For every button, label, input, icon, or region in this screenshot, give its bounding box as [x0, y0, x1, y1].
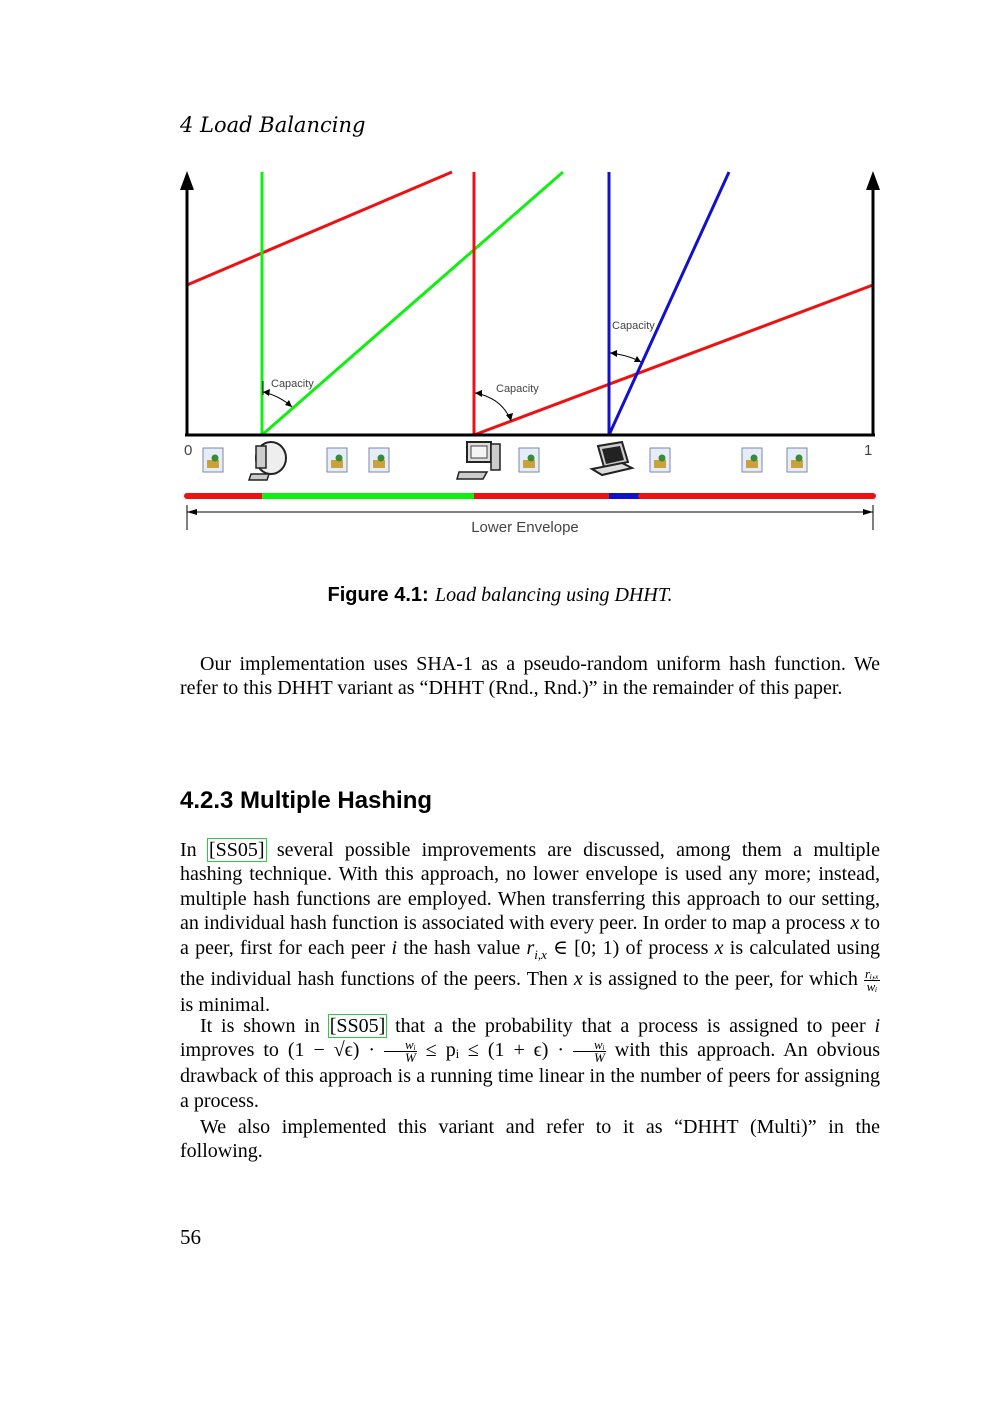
blue-diagonal — [609, 172, 729, 435]
paragraph-multi-variant: We also implemented this variant and refer to it as “DHHT (Multi)” in the following. — [180, 1116, 880, 1163]
citation-link[interactable]: [SS05] — [329, 1015, 386, 1037]
capacity-label-2: Capacity — [496, 383, 539, 395]
document-icon — [203, 448, 223, 472]
right-axis-arrow — [866, 171, 880, 190]
capacity-label-1: Capacity — [271, 378, 314, 390]
fraction-r-over-w: $\frac{\text{rᵢ,ₓ}}{\text{wᵢ}}$ — [864, 965, 879, 994]
citation-link[interactable]: [SS05] — [208, 839, 265, 861]
laptop-computer-icon — [592, 442, 632, 475]
left-axis-arrow — [180, 171, 194, 190]
desktop-computer-icon — [457, 442, 500, 479]
caption-number: Figure 4.1: — [327, 584, 429, 606]
document-icon — [742, 448, 762, 472]
caption-text: Load balancing using DHHT. — [435, 584, 673, 606]
page-number: 56 — [180, 1225, 201, 1249]
fraction-w-over-W: $\frac{\text{wᵢ}}{W}$ — [384, 1039, 417, 1064]
monitor-computer-icon — [249, 442, 286, 480]
dhht-figure — [0, 0, 1000, 560]
section-heading: 4.2.3 Multiple Hashing — [180, 787, 433, 814]
envelope-label: Lower Envelope — [471, 519, 579, 536]
figure-caption — [0, 582, 1000, 607]
green-diagonal — [262, 172, 563, 435]
red-line-1 — [187, 172, 452, 285]
document-icon — [369, 448, 389, 472]
axis-end-label: 1 — [864, 442, 873, 459]
document-icon — [650, 448, 670, 472]
axis-start-label: 0 — [184, 442, 193, 459]
document-icon — [519, 448, 539, 472]
running-head: 4 Load Balancing — [180, 113, 366, 137]
capacity-label-3: Capacity — [612, 320, 655, 332]
fraction-w-over-W: $\frac{\text{wᵢ}}{W}$ — [573, 1039, 606, 1064]
document-icon — [787, 448, 807, 472]
capacity-arc-2 — [475, 393, 511, 421]
paragraph-probability: It is shown in [SS05] that a the probability that a process is assigned to peer i improves to (1 − √ϵ) · $\frac{\text{wᵢ}}{W}$ ≤ pᵢ ≤ (1 + ϵ) · $\frac{\text{wᵢ}}{W}$ with this approach. An obvious drawback of this approach is a running time linear in the number of peers for assigning a process. — [180, 1015, 880, 1112]
red-line-2 — [474, 285, 873, 435]
document-icon — [327, 448, 347, 472]
paragraph-implementation: Our implementation uses SHA-1 as a pseudo-random uniform hash function. We refer to this DHHT variant as “DHHT (Rnd., Rnd.)” in the remainder of this paper. — [180, 653, 880, 700]
paragraph-multiple-hashing: In [SS05] several possible improvements are discussed, among them a multiple hashing technique. With this approach, no lower envelope is used any more; instead, multiple hash functions are employed. When transferring this approach to our setting, an individual hash function is associated with every peer. In order to map a process x to a peer, first for each peer i the hash value $r_{i,x}$ ∈ [0; 1) of process x is calculated using the individual hash functions of the peers. Then x is assigned to the peer, for which $\frac{\text{rᵢ,ₓ}}{\text{wᵢ}}$ is minimal. — [180, 839, 881, 1016]
